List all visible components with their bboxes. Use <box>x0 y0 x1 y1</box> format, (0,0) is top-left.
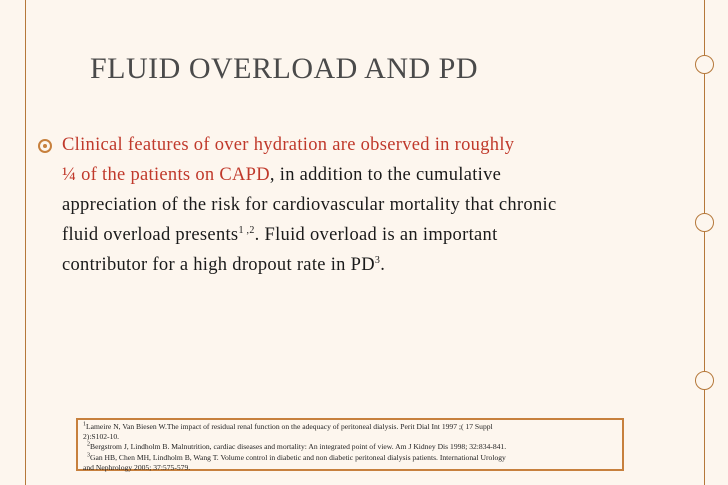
reference-number: 2 <box>87 441 90 448</box>
reference-1-cont: 2):S102-10. <box>83 432 120 442</box>
highlight-text: ¼ of the patients on CAPD <box>62 165 270 185</box>
left-border-rule <box>25 0 26 485</box>
reference-1 <box>83 422 618 432</box>
reference-text: Gan HB, Chen MH, Lindholm B, Wang T. Volume control in diabetic and non diabetic peritoneal dialysis patients. International Urology <box>90 452 506 462</box>
reference-3-cont: and Nephrology 2005; 37:575-579. <box>83 462 191 472</box>
body-text-run: fluid overload presents <box>62 225 239 245</box>
reference-text: Lameire N, Van Biesen W.The impact of residual renal function on the adequacy of peritoneal dialysis. Perit Dial Int 1997 ;( 17 Suppl <box>86 422 493 431</box>
binder-ring-icon <box>695 371 714 390</box>
slide-title: FLUID OVERLOAD AND PD <box>90 52 479 85</box>
citation-superscript: 3 <box>374 254 381 266</box>
reference-text: Bergstrom J, Lindholm B. Malnutrition, cardiac diseases and mortality: An integrated point of view. Am J Kidney Dis 1998; 32:834-841. <box>90 442 507 452</box>
references-box <box>76 418 624 471</box>
bullet-line <box>62 160 712 190</box>
reference-2 <box>83 442 618 452</box>
body-text-run: , in addition to the cumulative <box>269 165 502 185</box>
bullet-line: appreciation of the risk for cardiovascular mortality that chronic <box>62 195 557 215</box>
bullet-line <box>62 220 712 250</box>
bullet-text <box>62 130 712 280</box>
bullet-line <box>62 250 712 280</box>
body-text-run: . Fluid overload is an important <box>254 225 498 245</box>
binder-ring-icon <box>695 55 714 74</box>
body-text-run: . <box>380 255 386 275</box>
reference-number: 1 <box>83 421 86 428</box>
body-text-run: contributor for a high dropout rate in PD <box>62 255 375 275</box>
reference-number: 3 <box>87 452 90 459</box>
bullet-line: Clinical features of over hydration are observed in roughly <box>62 135 515 155</box>
reference-3 <box>83 453 618 463</box>
bullet-icon <box>37 138 53 154</box>
citation-superscript: 1 ,2 <box>238 224 255 236</box>
